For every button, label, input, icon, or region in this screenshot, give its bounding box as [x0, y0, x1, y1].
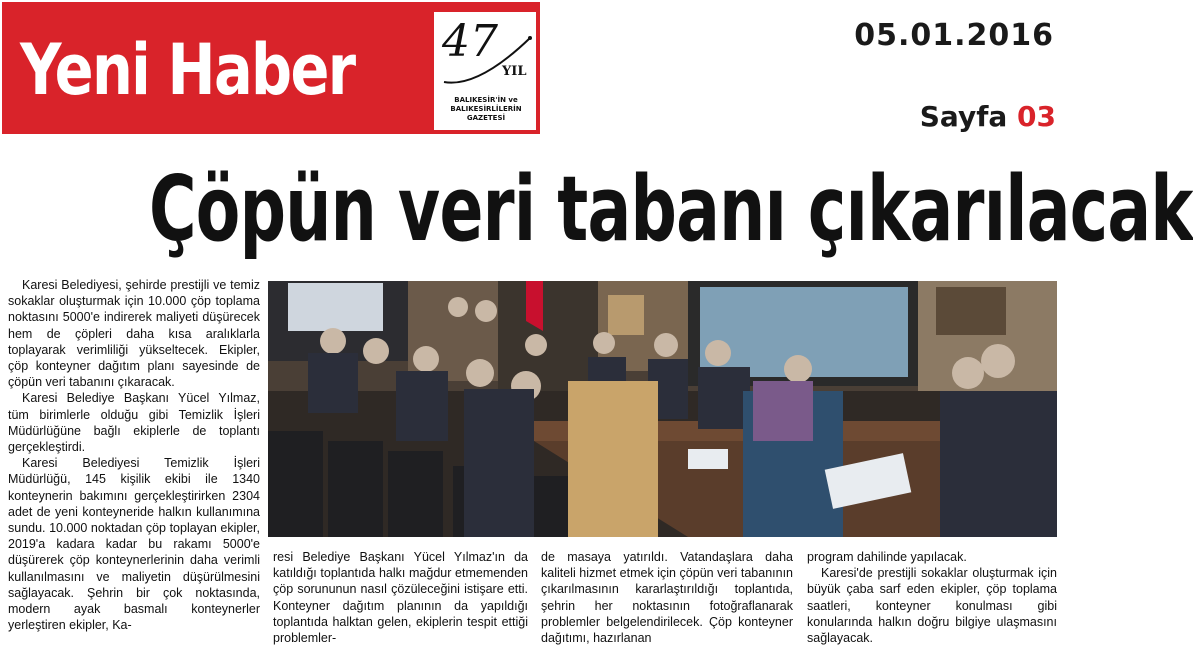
page-number [920, 100, 1056, 133]
meeting-photo-illustration [268, 281, 1057, 537]
issue-date: 05.01.2016 [854, 18, 1054, 53]
article-headline: Çöpün veri tabanı çıkarılacak [148, 157, 1193, 262]
paragraph: Karesi'de prestijli sokaklar oluşturmak için büyük çaba sarf eden ekipler, çöp toplama saatleri, konteyner konulması gibi konularında halkın doğru bilgiye ulaşmasını sağlayacak. [807, 566, 1057, 646]
article-column-2 [273, 549, 528, 646]
meeting-photo [268, 281, 1057, 537]
newspaper-tagline: BALIKESİR'İN ve BALIKESİRLİLERİN GAZETESİ [450, 96, 522, 122]
paragraph: Karesi Belediyesi, şehirde prestijli ve temiz sokaklar oluşturmak için 10.000 çöp toplama noktasını 5000'e indirerek maliyeti düşürecek hem de çöpleri daha kısa aralıklarla toplayarak verimliliği yükseltecek. Ekipler, çöp konteyner dağıtım planı sayesinde de çöpün veri tabanını çıkaracak. [8, 278, 260, 390]
masthead-logo [2, 2, 540, 134]
paragraph: program dahilinde yapılacak. [807, 550, 967, 564]
anniversary-unit: YIL [502, 64, 527, 79]
page-number-value: 03 [1017, 100, 1056, 133]
article-column-1 [8, 277, 260, 633]
paragraph: Karesi Belediyesi Temizlik İşleri Müdürlüğü, 145 kişilik ekibi ile 1340 konteynerin bakımını gerçekleştirirken 2304 adet de yeni konteyneride halkın kullanımına sundu. 10.000 noktadan çöp toplayan ekipler, 2019'a kadara kadar bu rakamı 5000'e düşürerek çöp konteynerlerinin daha verimli kullanılmasını ve maliyetin düşürülmesini sağlayacak. Şehrin bir çok noktasında, modern ayak basmalı konteynerler yerleştiren ekipler, Ka- [8, 456, 260, 633]
anniversary-number: 47 [442, 16, 498, 67]
anniversary-badge [434, 12, 536, 130]
page-label: Sayfa [919, 100, 1008, 133]
newspaper-brand: Yeni Haber [20, 29, 355, 111]
article-column-3 [541, 549, 793, 646]
paragraph: de masaya yatırıldı. Vatandaşlara daha kaliteli hizmet etmek için çöpün veri tabanının çıkarılmasının kararlaştırıldığı toplantıda, şehrin her noktasının fotoğraflanarak problemler belgelendirilecek. Çöp konteyner dağıtımı, hazırlanan [541, 550, 793, 646]
paragraph: Karesi Belediye Başkanı Yücel Yılmaz, tüm birimlerle olduğu gibi Temizlik İşleri Müdürlüğüne bağlı ekiplerle de toplantı gerçekleştirdi. [8, 391, 260, 455]
article-column-4 [807, 549, 1057, 646]
paragraph: resi Belediye Başkanı Yücel Yılmaz'ın da katıldığı toplantıda halkı mağdur etmemenden çöp sorununun nasıl çözüleceğini istişare etti. Konteyner dağıtım planının da yapıldığı toplantıda halktan gelen, ekiplerin tespit ettiği problemler- [273, 550, 528, 646]
